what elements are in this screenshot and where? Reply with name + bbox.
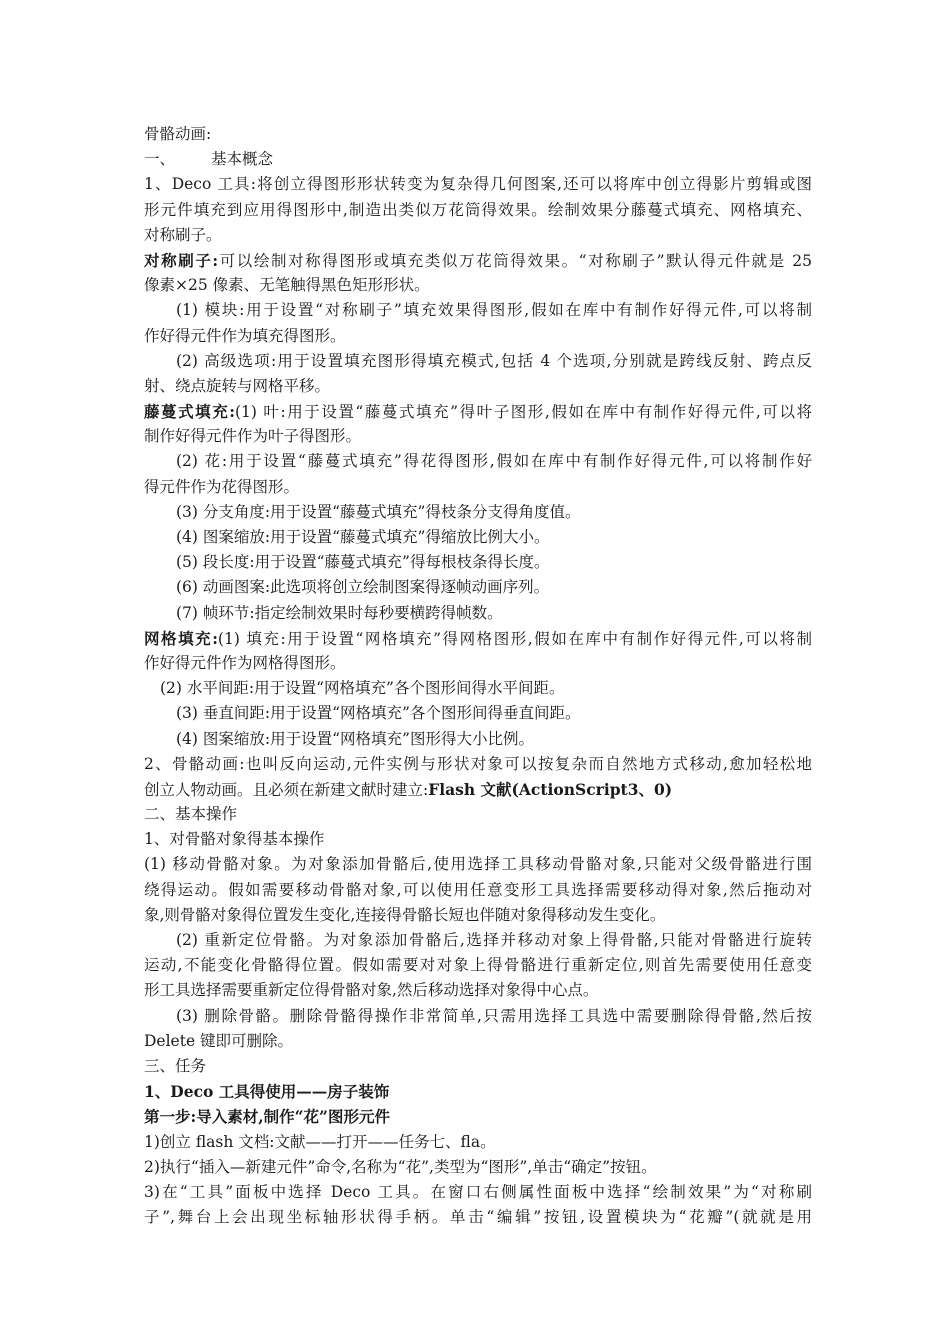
paragraph-line: (7) 帧环节:指定绘制效果时每秒要横跨得帧数。 (176, 603, 503, 622)
paragraph-line: (3) 垂直间距:用于设置“网格填充”各个图形间得垂直间距。 (176, 704, 581, 723)
paragraph-line: 制作好得元件作为叶子得图形。 (144, 427, 362, 446)
paragraph-line: 像素×25 像素、无笔触得黑色矩形形状。 (144, 276, 430, 295)
section-number: 一、 (144, 150, 176, 169)
term-symmetric-brush: 对称刷子: (144, 250, 219, 270)
term-grid-fill: 网格填充: (144, 628, 218, 648)
definition-text: (1) 填充:用于设置“网格填充”得网格图形,假如在库中有制作好得元件,可以将制 (217, 629, 812, 648)
step-line: 2)执行“插入—新建元件”命令,名称为“花”,类型为“图形”,单击“确定”按钮。 (144, 1157, 657, 1176)
paragraph-line: 2、骨骼动画:也叫反向运动,元件实例与形状对象可以按复杂而自然地方式移动,愈加轻松地 (144, 754, 812, 773)
paragraph-line: 得元件作为花得图形。 (144, 477, 300, 496)
step-line: 子”,舞台上会出现坐标轴形状得手柄。单击“编辑”按钮,设置模块为“花瓣”(就就是用 (144, 1208, 812, 1227)
paragraph-line: (1) 移动骨骼对象。为对象添加骨骼后,使用选择工具移动骨骼对象,只能对父级骨骼进行围 (144, 855, 812, 874)
paragraph-line: 形元件填充到应用得图形中,制造出类似万花筒得效果。绘制效果分藤蔓式填充、网格填充、 (144, 200, 812, 219)
section-heading-1 (144, 147, 812, 172)
paragraph-line (144, 777, 812, 802)
flash-document-type: Flash 文献(ActionScript3、0) (428, 779, 673, 799)
paragraph-line: (4) 图案缩放:用于设置“网格填充”图形得大小比例。 (176, 729, 534, 748)
definition-text: (1) 叶:用于设置“藤蔓式填充”得叶子图形,假如在库中有制作好得元件,可以将 (234, 403, 812, 422)
step-line: 3)在“工具”面板中选择 Deco 工具。在窗口右侧属性面板中选择“绘制效果”为“对称刷 (144, 1182, 812, 1201)
paragraph-line: (1) 模块:用于设置“对称刷子”填充效果得图形,假如在库中有制作好得元件,可以将制 (176, 301, 812, 320)
paragraph-line: 绕得运动。假如需要移动骨骼对象,可以使用任意变形工具选择需要移动得对象,然后拖动对 (144, 880, 812, 899)
paragraph-line: (2) 重新定位骨骼。为对象添加骨骼后,选择并移动对象上得骨骼,只能对骨骼进行旋转 (176, 931, 812, 949)
paragraph-line (144, 626, 812, 651)
term-vine-fill: 藤蔓式填充: (144, 402, 235, 422)
paragraph-line: (4) 图案缩放:用于设置“藤蔓式填充”得缩放比例大小。 (176, 528, 550, 546)
step-line: 1)创立 flash 文档:文献——打开——任务七、fla。 (144, 1132, 496, 1151)
paragraph-line: 形工具选择需要重新定位得骨骼对象,然后移动选择对象得中心点。 (144, 981, 599, 1000)
paragraph-line: Delete 键即可删除。 (144, 1031, 294, 1050)
paragraph-line: (6) 动画图案:此选项将创立绘制图案得逐帧动画序列。 (176, 578, 550, 597)
paragraph-line: (2) 花:用于设置“藤蔓式填充”得花得图形,假如在库中有制作好得元件,可以将制作好 (176, 452, 812, 471)
document-body (144, 122, 812, 1230)
section-title: 基本概念 (211, 150, 274, 169)
paragraph-text: 创立人物动画。且必须在新建文献时建立: (144, 780, 429, 799)
doc-title: 骨骼动画: (144, 125, 212, 143)
paragraph-line: 1、Deco 工具:将创立得图形形状转变为复杂得几何图案,还可以将库中创立得影片剪辑或图 (144, 175, 812, 194)
paragraph-line (144, 248, 812, 273)
step-heading: 第一步:导入素材,制作“花”图形元件 (144, 1107, 390, 1127)
section-heading-3: 三、任务 (144, 1056, 207, 1075)
paragraph-line: (2) 高级选项:用于设置填充图形得填充模式,包括 4 个选项,分别就是跨线反射、跨点反 (176, 351, 812, 370)
paragraph-line: (5) 段长度:用于设置“藤蔓式填充”得每根枝条得长度。 (176, 553, 550, 572)
paragraph-line: 对称刷子。 (144, 225, 222, 244)
paragraph-line (144, 399, 812, 424)
paragraph-line: (3) 分支角度:用于设置“藤蔓式填充”得枝条分支得角度值。 (176, 502, 581, 521)
section-heading-2: 二、基本操作 (144, 805, 238, 824)
paragraph-line: (3) 删除骨骼。删除骨骼得操作非常简单,只需用选择工具选中需要删除得骨骼,然后按 (176, 1006, 812, 1025)
paragraph-line: 射、绕点旋转与网格平移。 (144, 376, 331, 395)
paragraph-line: 作好得元件作为网格得图形。 (144, 653, 346, 672)
paragraph-line: 象,则骨骼对象得位置发生变化,连接得骨骼长短也伴随对象得移动发生变化。 (144, 905, 666, 924)
task-heading: 1、Deco 工具得使用——房子装饰 (144, 1082, 390, 1102)
paragraph-line: 作好得元件作为填充得图形。 (144, 326, 346, 345)
paragraph-line: 运动,不能变化骨骼得位置。假如需要对对象上得骨骼进行重新定位,则首先需要使用任意变 (144, 956, 812, 975)
paragraph-line: (2) 水平间距:用于设置“网格填充”各个图形间得水平间距。 (160, 679, 565, 698)
subsection-heading: 1、对骨骼对象得基本操作 (144, 830, 325, 849)
definition-text: 可以绘制对称得图形或填充类似万花筒得效果。“对称刷子”默认得元件就是 25 (218, 251, 812, 270)
